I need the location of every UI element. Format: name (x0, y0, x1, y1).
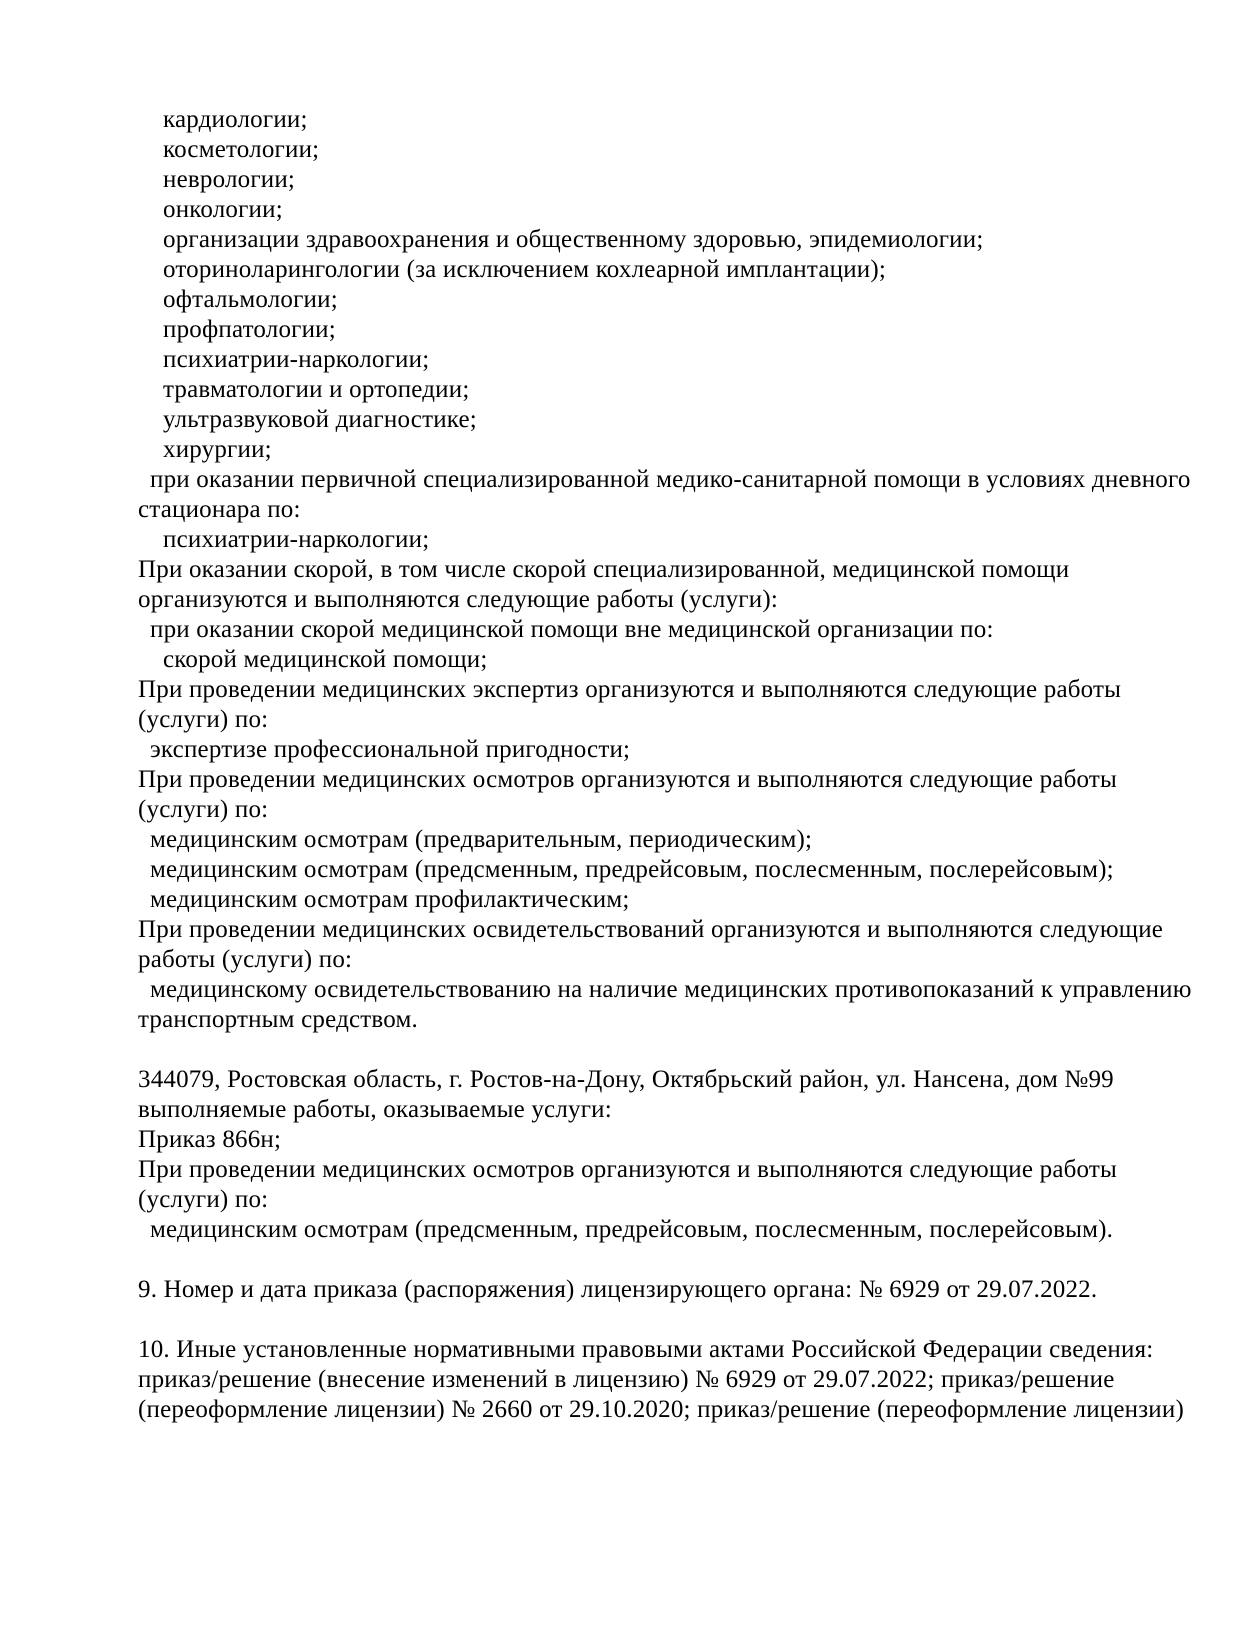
document-line: скорой медицинской помощи; (163, 646, 488, 673)
document-line: организации здравоохранения и общественному здоровью, эпидемиологии; (163, 226, 984, 253)
document-line: транспортным средством. (138, 1006, 418, 1033)
document-line: офтальмологии; (163, 286, 338, 313)
document-line: профпатологии; (163, 316, 336, 343)
blank-line (138, 1305, 1178, 1335)
document-line: организуются и выполняются следующие работы (услуги): (138, 586, 779, 613)
document-line: экспертизе профессиональной пригодности; (150, 736, 631, 763)
blank-line (138, 1245, 1178, 1275)
document-line: приказ/решение (внесение изменений в лицензию) № 6929 от 29.07.2022; приказ/решение (138, 1366, 1115, 1393)
document-line: При проведении медицинских экспертиз организуются и выполняются следующие работы (138, 676, 1122, 703)
document-line: При проведении медицинских осмотров организуются и выполняются следующие работы (138, 1156, 1118, 1183)
document-line: При проведении медицинских освидетельствований организуются и выполняются следующие (138, 916, 1164, 943)
document-line: оториноларингологии (за исключением кохлеарной имплантации); (163, 256, 887, 283)
document-line: травматологии и ортопедии; (163, 376, 470, 403)
document-line: (переоформление лицензии) № 2660 от 29.10.2020; приказ/решение (переоформление лицензии) (138, 1396, 1184, 1423)
license-text-block (138, 105, 1192, 1425)
document-line: медицинским осмотрам (предварительным, периодическим); (150, 826, 813, 853)
document-line: психиатрии-наркологии; (163, 526, 430, 553)
document-line: медицинским осмотрам профилактическим; (150, 886, 630, 913)
document-line: хирургии; (163, 436, 272, 463)
document-line: при оказании первичной специализированной медико-санитарной помощи в условиях дневного (150, 466, 1191, 493)
document-line: работы (услуги) по: (138, 946, 353, 973)
document-line: (услуги) по: (138, 1186, 269, 1213)
document-line: онкологии; (163, 196, 283, 223)
document-line: 10. Иные установленные нормативными правовыми актами Российской Федерации сведения: (138, 1336, 1154, 1363)
document-line: психиатрии-наркологии; (163, 346, 430, 373)
document-line: При оказании скорой, в том числе скорой специализированной, медицинской помощи (138, 556, 1070, 583)
document-line: медицинским осмотрам (предсменным, предрейсовым, послесменным, послерейсовым). (150, 1216, 1114, 1243)
document-line: медицинскому освидетельствованию на наличие медицинских противопоказаний к управлению (150, 976, 1192, 1003)
document-line: стационара по: (138, 496, 301, 523)
document-line: При проведении медицинских осмотров организуются и выполняются следующие работы (138, 766, 1118, 793)
document-line: Приказ 866н; (138, 1126, 282, 1153)
document-line: при оказании скорой медицинской помощи вне медицинской организации по: (150, 616, 994, 643)
document-line: косметологии; (163, 136, 320, 163)
document-line: кардиологии; (163, 106, 308, 133)
document-line: неврологии; (163, 166, 296, 193)
document-line: медицинским осмотрам (предсменным, предрейсовым, послесменным, послерейсовым); (150, 856, 1114, 883)
document-line: выполняемые работы, оказываемые услуги: (138, 1096, 612, 1123)
document-line: (услуги) по: (138, 706, 269, 733)
document-line: 344079, Ростовская область, г. Ростов-на-Дону, Октябрьский район, ул. Нансена, дом №99 (138, 1066, 1114, 1093)
document-line: 9. Номер и дата приказа (распоряжения) лицензирующего органа: № 6929 от 29.07.2022. (138, 1276, 1098, 1303)
blank-line (138, 1035, 1178, 1065)
document-line: ультразвуковой диагностике; (163, 406, 477, 433)
document-line: (услуги) по: (138, 796, 269, 823)
